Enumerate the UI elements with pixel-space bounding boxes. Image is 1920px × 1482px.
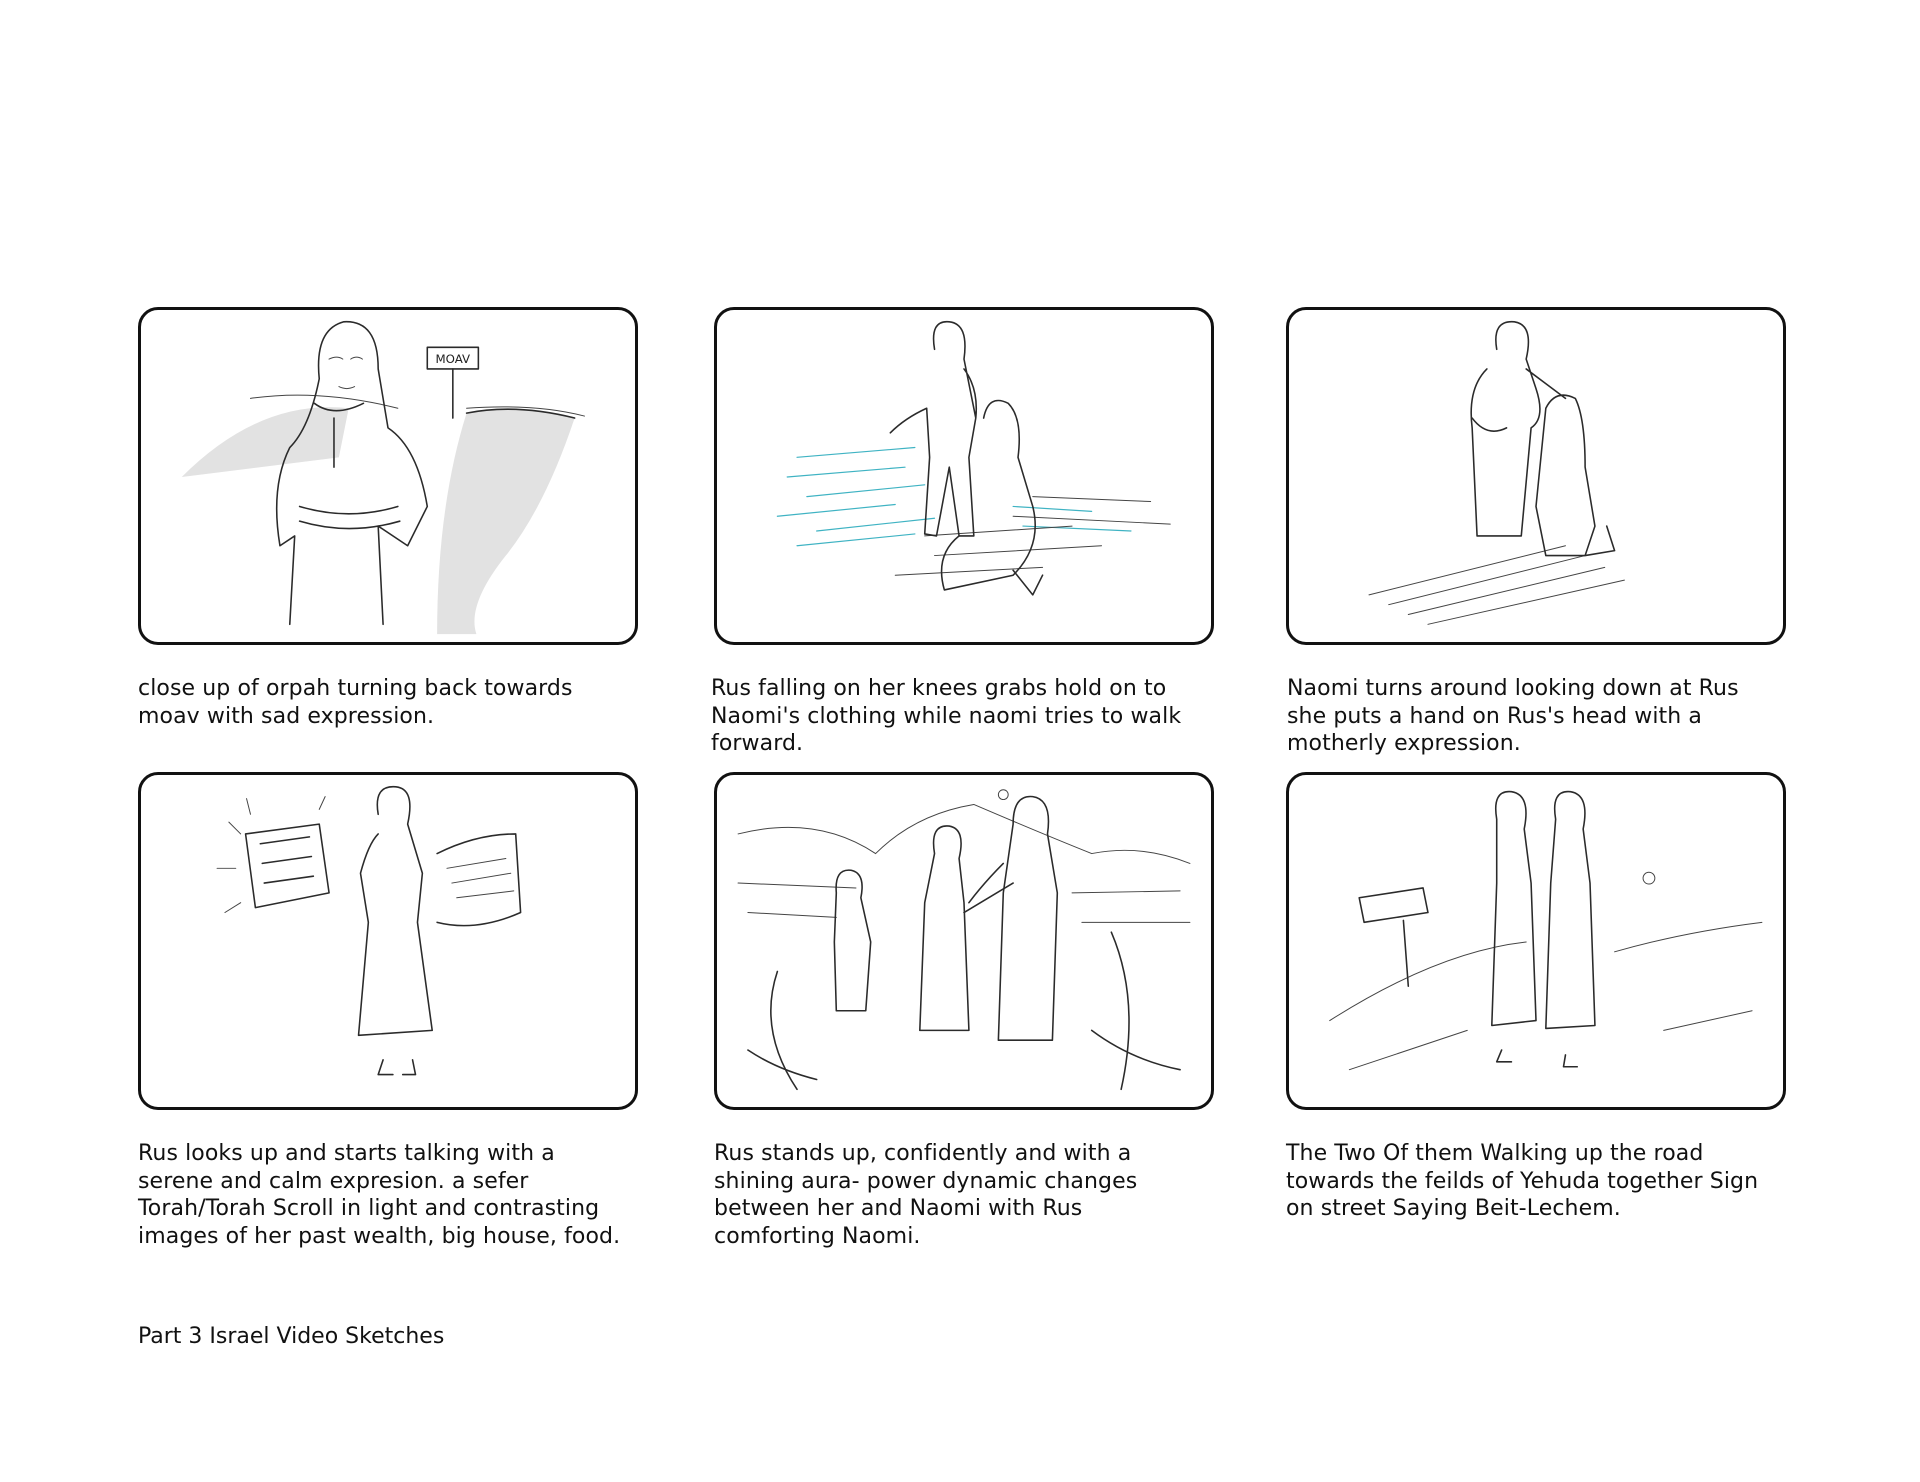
storyboard-panel-6 <box>1286 772 1786 1110</box>
panel-6-caption: The Two Of them Walking up the road towards the feilds of Yehuda together Sign on street Saying Beit-Lechem. <box>1286 1141 1759 1221</box>
storyboard-panel-3 <box>1286 307 1786 645</box>
storyboard-panel-4 <box>138 772 638 1110</box>
panel-1-caption: close up of orpah turning back towards moav with sad expression. <box>138 676 573 729</box>
sketch-rus-comforting-naomi <box>717 775 1211 1107</box>
sketch-naomi-comforting-rus <box>1289 310 1783 642</box>
sketch-rus-kneeling <box>717 310 1211 642</box>
document-footer: Part 3 Israel Video Sketches <box>138 1324 445 1349</box>
storyboard-panel-2 <box>714 307 1214 645</box>
panel-4-caption: Rus looks up and starts talking with a serene and calm expresion. a sefer Torah/Torah Scroll in light and contrasting images of her past wealth, big house, food. <box>138 1141 621 1249</box>
moav-sign-text: MOAV <box>435 352 471 367</box>
storyboard-panel-1 <box>138 307 638 645</box>
panel-5-caption: Rus stands up, confidently and with a shining aura- power dynamic changes between her and Naomi with Rus comforting Naomi. <box>714 1141 1138 1249</box>
sketch-walking-to-beit-lechem <box>1289 775 1783 1107</box>
panel-2-caption: Rus falling on her knees grabs hold on to Naomi's clothing while naomi tries to walk forward. <box>711 676 1182 756</box>
sketch-rus-torah-scroll <box>141 775 635 1107</box>
storyboard-panel-5 <box>714 772 1214 1110</box>
panel-3-caption: Naomi turns around looking down at Rus she puts a hand on Rus's head with a motherly expression. <box>1287 676 1739 756</box>
sketch-orpah-turning-back <box>141 310 635 642</box>
